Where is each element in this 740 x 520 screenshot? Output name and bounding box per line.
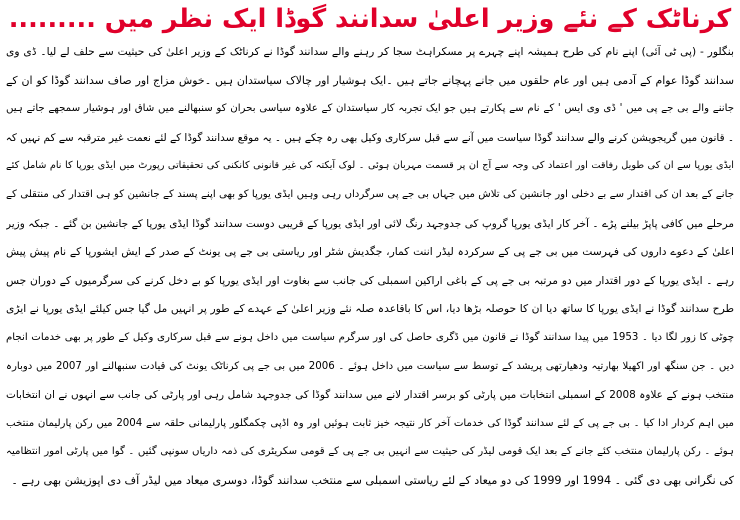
- article-line: چوٹی کا زور لگا دیا ۔ 1953 میں پیدا سدانند گوڈا نے قانون میں ڈگری حاصل کی اور سرگرم سیاست میں داخل ہونے سے قبل سرکاری وکیل کے طور پر بھی خدمات انجام: [6, 331, 734, 343]
- article-line: اعلیٰ کے دعوے داروں کی فہرست میں بی جے پی کے سرکردہ لیڈر اننت کمار، جگدیش شٹر اور ریاستی بی جے پی یونٹ کے صدر کے ایش ایشورپا کے نام پیش پیش: [6, 245, 734, 259]
- article-line: ہوئے ۔ رکن پارلیمان منتخب کئے جانے کے بعد ایک قومی لیڈر کی حیثیت سے انہیں بی جے پی کے قومی سکریٹری کی ذمہ داریاں سونپی گئیں ۔ گوا میں پارٹی امور انتظامیہ: [6, 446, 734, 458]
- article-line: بنگلور - (پی ٹی آئی) اپنے نام کی طرح ہمیشہ اپنے چہرے پر مسکراہٹ سجا کر رہنے والے سدانند گوڈا نے کرناٹک کے وزیر اعلیٰ کی حیثیت سے حلف لے لیا۔ ڈی وی: [6, 45, 734, 58]
- article-line: دیں ۔ جن سنگھ اور اکھیلا بھارتیہ ودھیارتھی پریشد کے توسط سے سیاست میں داخل ہوئے ۔ 2006 میں بی جے پی کرناٹک یونٹ کی قیادت سنبھالنے اور 2007 میں دوبارہ: [6, 360, 734, 372]
- article-line: سدانند گوڈا عوام کے آدمی ہیں اور عام حلقوں میں جانے پہچانے جاتے ہیں ۔ایک ہوشیار اور چالاک سیاستدان ہیں ۔خوش مزاج اور صاف سدانند گوڈا کو ان کے: [6, 73, 734, 87]
- article-line: ۔ قانون میں گریجویشن کرنے والے سدانند گوڈا سیاست میں آنے سے قبل سرکاری وکیل بھی رہ چکے ہیں ۔ یہ موقع سدانند گوڈا کے لئے نعمت غیر مترقبہ سے کم نہیں کہ: [6, 131, 734, 144]
- article-line: جانے کے بعد ان کی اقتدار سے بے دخلی اور جانشین کی تلاش میں جہاں بی جے پی سرگرداں رہی وہیں ایڈی یورپا کو بھی اپنے پسند کے جانشین کو ہی اقتدار کی منتقلی کے: [6, 188, 734, 200]
- article-headline: کرناٹک کے نئے وزیر اعلیٰ سدانند گوڈا ایک نظر میں .........: [8, 4, 732, 34]
- article-line: جاننے والے بی جے پی میں ' ڈی وی ایس ' کے نام سے پکارتے ہیں جو ایک تجربہ کار سیاستدان کے علاوہ سیاسی بحران کو سنبھالنے میں شاق اور ہوشیار سمجھے جاتے ہیں: [6, 103, 734, 115]
- article-line: میں اہم کردار ادا کیا ۔ بی جے پی کے لئے سدانند گوڈا کی خدمات آخر کار نتیجہ خیز ثابت ہوئیں اور وہ اڈپی چکمگلور پارلیمانی حلقہ سے 2004 میں رکن پارلیمان منتخب: [6, 417, 734, 429]
- article-line: رہے ۔ ایڈی یورپا کے دور اقتدار میں دو مرتبہ بی جے پی کے باغی اراکین اسمبلی کی جانب سے بغاوت اور ایڈی یورپا کو بے دخل کرنے کی سرگرمیوں کے دوران جس: [6, 273, 734, 287]
- article-line: ایڈی یورپا سے ان کی طویل رفاقت اور اعتماد کی وجہ سے آج ان پر قسمت مہربان ہوئی ۔ لوک آیکتہ کی غیر قانونی کانکنی کی تحقیقاتی رپورٹ میں ایڈی یورپا کا نام شامل کئے: [6, 160, 734, 172]
- article-line: مرحلے میں کافی پاپڑ بیلنے پڑے ۔ آخر کار ایڈی یورپا گروپ کی جدوجہد رنگ لائی اور ایڈی یورپا کے قریبی دوست سدانند گوڈا ایڈی یورپا کے جانشین بن گئے ۔ جبکہ وزیر: [6, 217, 734, 230]
- article-line: کی نگرانی بھی دی گئی ۔ 1994 اور 1999 کی دو میعاد کے لئے ریاستی اسمبلی سے منتخب سدانند گوڈا، دوسری میعاد میں لیڈر آف دی اپوزیشن بھی رہے ۔: [11, 473, 734, 487]
- article-body: [6, 38, 734, 496]
- article-line: طرح سدانند گوڈا نے ایڈی یورپا کا ساتھ دیا ان کا حوصلہ بڑھا دیا، اس کا باقاعدہ صلہ نئے وزیر اعلیٰ کے عہدے کے طور پر انہیں مل گیا جس کیلئے ایڈی یورپا نے ایڑی: [6, 302, 734, 316]
- article-line: منتخب ہونے کے علاوہ 2008 کے اسمبلی انتخابات میں پارٹی کو برسر اقتدار لانے میں سدانند گوڈا کی جدوجہد شامل رہی اور پارٹی کی جانب سے انہوں نے ان انتخابات: [6, 389, 734, 402]
